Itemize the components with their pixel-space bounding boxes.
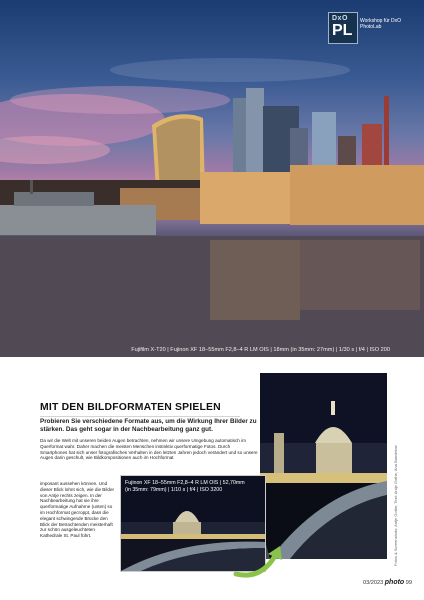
headline-divider xyxy=(40,416,240,417)
landscape-caption-line-1: Fujinon XF 18–55mm F2,8–4 R LM OIS | 52,70mm xyxy=(125,480,245,486)
hero-photo-caption: Fujifilm X-T20 | Fujinon XF 18–55mm F2,8–4 R LM OIS | 18mm (in 35mm: 27mm) | 1/30 s | f/4 | ISO 200 xyxy=(131,347,390,353)
workshop-label: Workshop für DxO PhotoLab xyxy=(360,18,402,30)
magazine-brand: photo xyxy=(384,579,405,586)
st-pauls-portrait-photo xyxy=(260,373,387,559)
page-number: 99 xyxy=(405,580,412,586)
st-pauls-portrait-illustration xyxy=(260,373,387,559)
dxo-pl-logo xyxy=(328,12,358,44)
article-body-continued: imposant aussehen können. Und dieser Blick lohnt sich, wie die Bilder von Antje rechts zeigen. In der Nachbearbeitung hat sie ihre querformatige Aufnahme (unten) so im Hochformat gecroppt, dass die elegant schwingende Brücke den Blick der Betrachtenden meisterhaft zur schön ausgeleuchteten Kathedrale St. Paul führt. xyxy=(40,481,115,539)
photo-credit: Fotos & Screenshots: Antje Gothe, Text: Antje Gothe, Ana Bandelow xyxy=(393,445,398,566)
curved-arrow-icon xyxy=(232,540,292,580)
page-footer xyxy=(363,579,412,586)
logo-pl-text: PL xyxy=(332,22,353,39)
logo-dxo-text: DxO xyxy=(332,15,348,22)
article-intro: Probieren Sie verschiedene Formate aus, um die Wirkung Ihrer Bilder zu stärken. Das geht sogar in der Nachbearbeitung ganz gut. xyxy=(40,418,257,433)
article-headline: MIT DEN BILDFORMATEN SPIELEN xyxy=(40,402,221,413)
landscape-photo-caption xyxy=(125,480,245,493)
landscape-caption-line-2: (in 35mm: 79mm) | 1/10 s | f/4 | ISO 3200 xyxy=(125,486,223,493)
issue-number: 03/2023 xyxy=(362,580,384,586)
article-body: Da wir die Welt mit unseren beiden Augen betrachten, nehmen wir unsere Umgebung automatisch im Querformat wahr. Daher machen die meisten Menschen instinktiv querformatige Fotos. Durch Smartphones hat sich unser fotografisches Verhalten in den letzten Jahren jedoch verändert und so unsere Augen darin geschult, wie Bildkompositionen auch im Hochformat xyxy=(40,438,258,461)
